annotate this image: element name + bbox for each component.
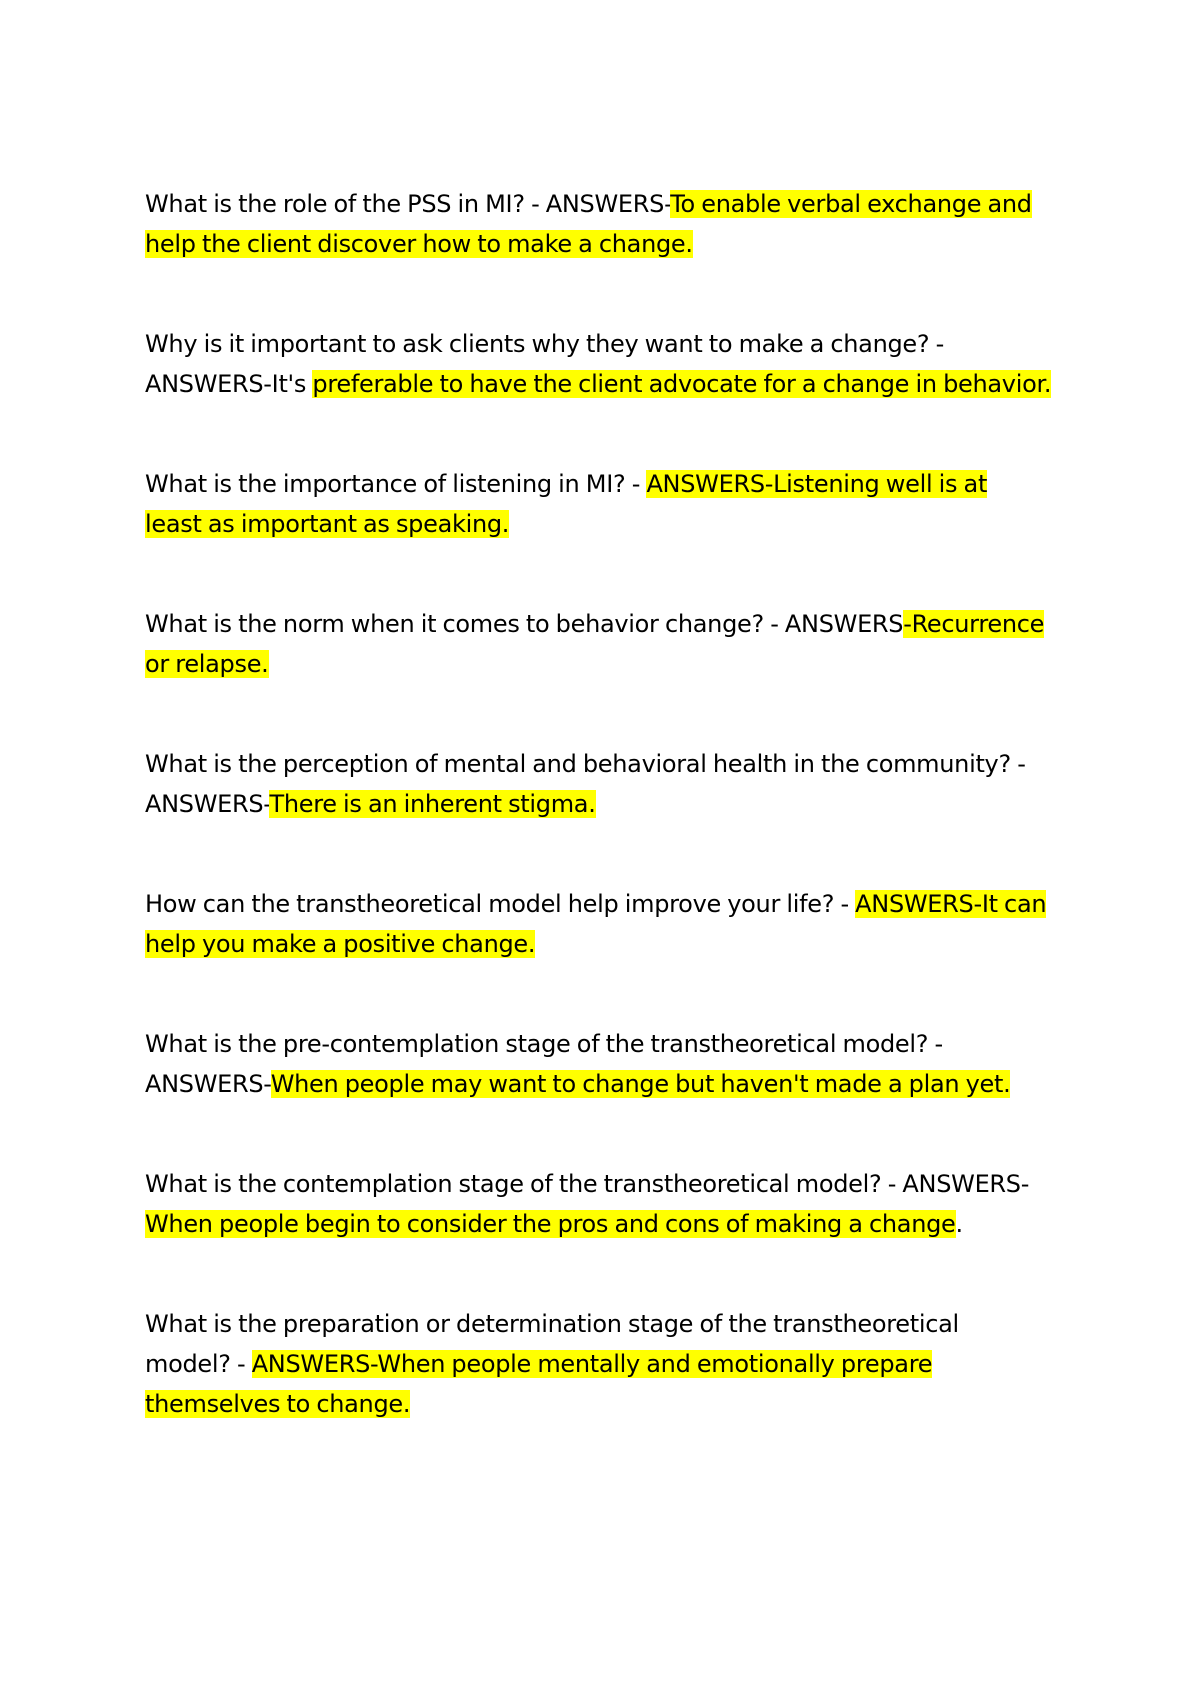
qa-item <box>145 184 1060 264</box>
qa-line <box>145 1204 1060 1244</box>
qa-item <box>145 744 1060 824</box>
question-text: How can the transtheoretical model help improve your life? - <box>145 890 856 918</box>
qa-line <box>145 1384 1060 1424</box>
qa-line <box>145 504 1060 544</box>
highlighted-answer: or relapse. <box>145 650 269 678</box>
qa-line <box>145 224 1060 264</box>
highlighted-answer: themselves to change. <box>145 1390 411 1418</box>
qa-line <box>145 1024 1060 1064</box>
qa-line <box>145 364 1060 404</box>
qa-line <box>145 784 1060 824</box>
highlighted-answer: preferable to have the client advocate for a change in behavior. <box>312 370 1052 398</box>
qa-item <box>145 884 1060 964</box>
highlighted-answer: least as important as speaking. <box>145 510 510 538</box>
highlighted-answer: There is an inherent stigma. <box>269 790 596 818</box>
qa-line <box>145 464 1060 504</box>
qa-item <box>145 1304 1060 1424</box>
qa-item <box>145 464 1060 544</box>
qa-line <box>145 924 1060 964</box>
answer-prefix: ANSWERS- <box>145 1070 271 1098</box>
qa-line <box>145 644 1060 684</box>
question-text: What is the pre-contemplation stage of the transtheoretical model? - <box>145 1030 943 1058</box>
answer-prefix: ANSWERS- <box>145 790 270 818</box>
qa-item <box>145 604 1060 684</box>
highlighted-answer: ANSWERS-When people mentally and emotionally prepare <box>251 1350 933 1378</box>
qa-item <box>145 1024 1060 1104</box>
answer-prefix: ANSWERS-It's <box>145 370 313 398</box>
question-text: What is the role of the PSS in MI? - ANSWERS- <box>145 190 671 218</box>
qa-line <box>145 1304 1060 1344</box>
qa-item <box>145 324 1060 404</box>
question-text: Why is it important to ask clients why they want to make a change? - <box>145 330 945 358</box>
highlighted-answer: ANSWERS-It can <box>855 890 1047 918</box>
answer-suffix: . <box>955 1210 963 1238</box>
highlighted-answer: When people may want to change but haven't made a plan yet. <box>270 1070 1011 1098</box>
answer-prefix: model? - <box>145 1350 252 1378</box>
qa-line <box>145 744 1060 784</box>
qa-line <box>145 1344 1060 1384</box>
highlighted-answer: help the client discover how to make a change. <box>145 230 693 258</box>
qa-item <box>145 1164 1060 1244</box>
qa-line <box>145 1064 1060 1104</box>
question-text: What is the perception of mental and behavioral health in the community? - <box>145 750 1026 778</box>
question-text: What is the norm when it comes to behavior change? - ANSWERS <box>145 610 904 638</box>
highlighted-answer: When people begin to consider the pros and cons of making a change <box>145 1210 956 1238</box>
qa-line <box>145 324 1060 364</box>
highlighted-answer: help you make a positive change. <box>145 930 536 958</box>
question-text: What is the contemplation stage of the transtheoretical model? - ANSWERS- <box>145 1170 1030 1198</box>
highlighted-answer: To enable verbal exchange and <box>670 190 1032 218</box>
highlighted-answer: -Recurrence <box>903 610 1045 638</box>
qa-line <box>145 604 1060 644</box>
qa-line <box>145 1164 1060 1204</box>
question-text: What is the importance of listening in MI? - <box>145 470 647 498</box>
highlighted-answer: ANSWERS-Listening well is at <box>646 470 988 498</box>
qa-line <box>145 184 1060 224</box>
qa-line <box>145 884 1060 924</box>
question-text: What is the preparation or determination stage of the transtheoretical <box>145 1310 959 1338</box>
